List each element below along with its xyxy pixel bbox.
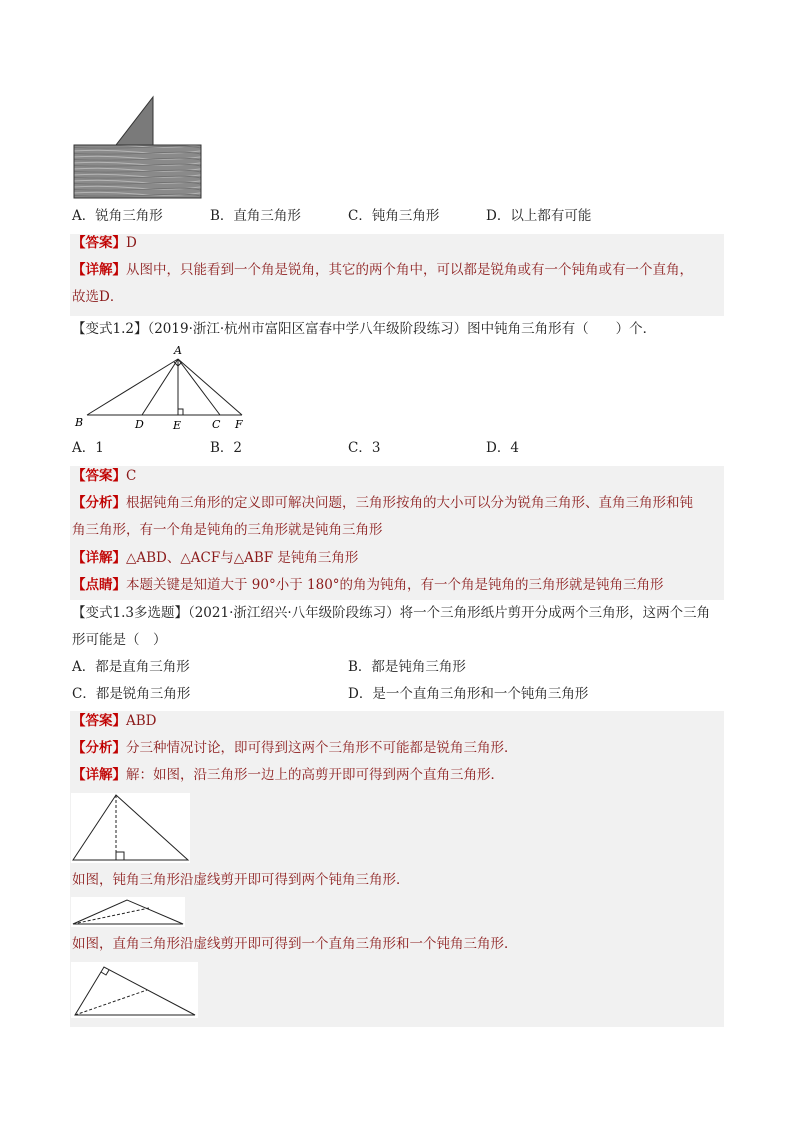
label-f: F [235,418,243,431]
label-a: A [174,344,182,357]
q2-analysis-line2: 角三角形，有一个角是钝角的三角形就是钝角三角形 [72,522,383,538]
q1-answer: 【答案】D [72,235,137,251]
q2-title: 【变式1.2】（2019·浙江·杭州市富阳区富春中学八年级阶段练习）图中钝角三角形有（ ）个． [72,321,657,337]
q1-detail-line1: 【详解】从图中，只能看到一个角是锐角，其它的两个角中，可以都是锐角或有一个钝角或有一个直角， [72,262,693,278]
q2-detail: 【详解】△ABD、△ACF与△ABF 是钝角三角形 [72,550,359,566]
right-cut-figure [71,962,198,1018]
q3-option-a: A．都是直角三角形 [72,659,190,675]
q2-point: 【点睛】本题关键是知道大于 90°小于 180°的角为钝角，有一个角是钝角的三角形就是钝角三角形 [72,577,664,593]
q2-option-d: D．4 [486,440,519,456]
triangle-abf-figure [72,343,262,433]
label-c: C [212,418,221,431]
q2-option-b: B．2 [210,440,243,456]
q3-detail: 【详解】解：如图，沿三角形一边上的高剪开即可得到两个直角三角形． [72,767,504,783]
q3-analysis: 【分析】分三种情况讨论，即可得到这两个三角形不可能都是锐角三角形． [72,740,518,756]
q2-analysis-line1: 【分析】根据钝角三角形的定义即可解决问题，三角形按角的大小可以分为锐角三角形、直角三角形和钝 [72,495,693,511]
wood-block [74,145,201,198]
altitude-cut-figure [71,793,190,863]
q2-answer: 【答案】C [72,468,137,484]
label-e: E [173,419,182,432]
q3-answer: 【答案】ABD [72,713,157,729]
obtuse-cut-figure [71,897,185,927]
q3-note-right: 如图，直角三角形沿虚线剪开即可得到一个直角三角形和一个钝角三角形． [72,936,518,952]
q3-title-line1: 【变式1.3多选题】（2021·浙江绍兴·八年级阶段练习）将一个三角形纸片剪开分成两个三角形，这两个三角 [72,605,711,621]
q1-option-d: D．以上都有可能 [486,208,592,224]
q2-option-a: A．1 [72,440,104,456]
label-b: B [75,416,84,429]
q3-note-obtuse: 如图，钝角三角形沿虚线剪开即可得到两个钝角三角形． [72,872,410,888]
q1-option-c: C．钝角三角形 [348,208,440,224]
q3-title-line2: 形可能是（ ） [72,632,167,648]
q1-option-b: B．直角三角形 [210,208,301,224]
q3-option-d: D．是一个直角三角形和一个钝角三角形 [348,686,589,702]
q2-option-c: C．3 [348,440,381,456]
q3-option-c: C．都是锐角三角形 [72,686,191,702]
q3-option-b: B．都是钝角三角形 [348,659,466,675]
wood-triangle-figure [72,95,204,201]
triangle-shape [116,97,153,145]
q1-detail-line2: 故选D． [72,289,124,305]
q1-option-a: A．锐角三角形 [72,208,163,224]
label-d: D [135,418,144,431]
